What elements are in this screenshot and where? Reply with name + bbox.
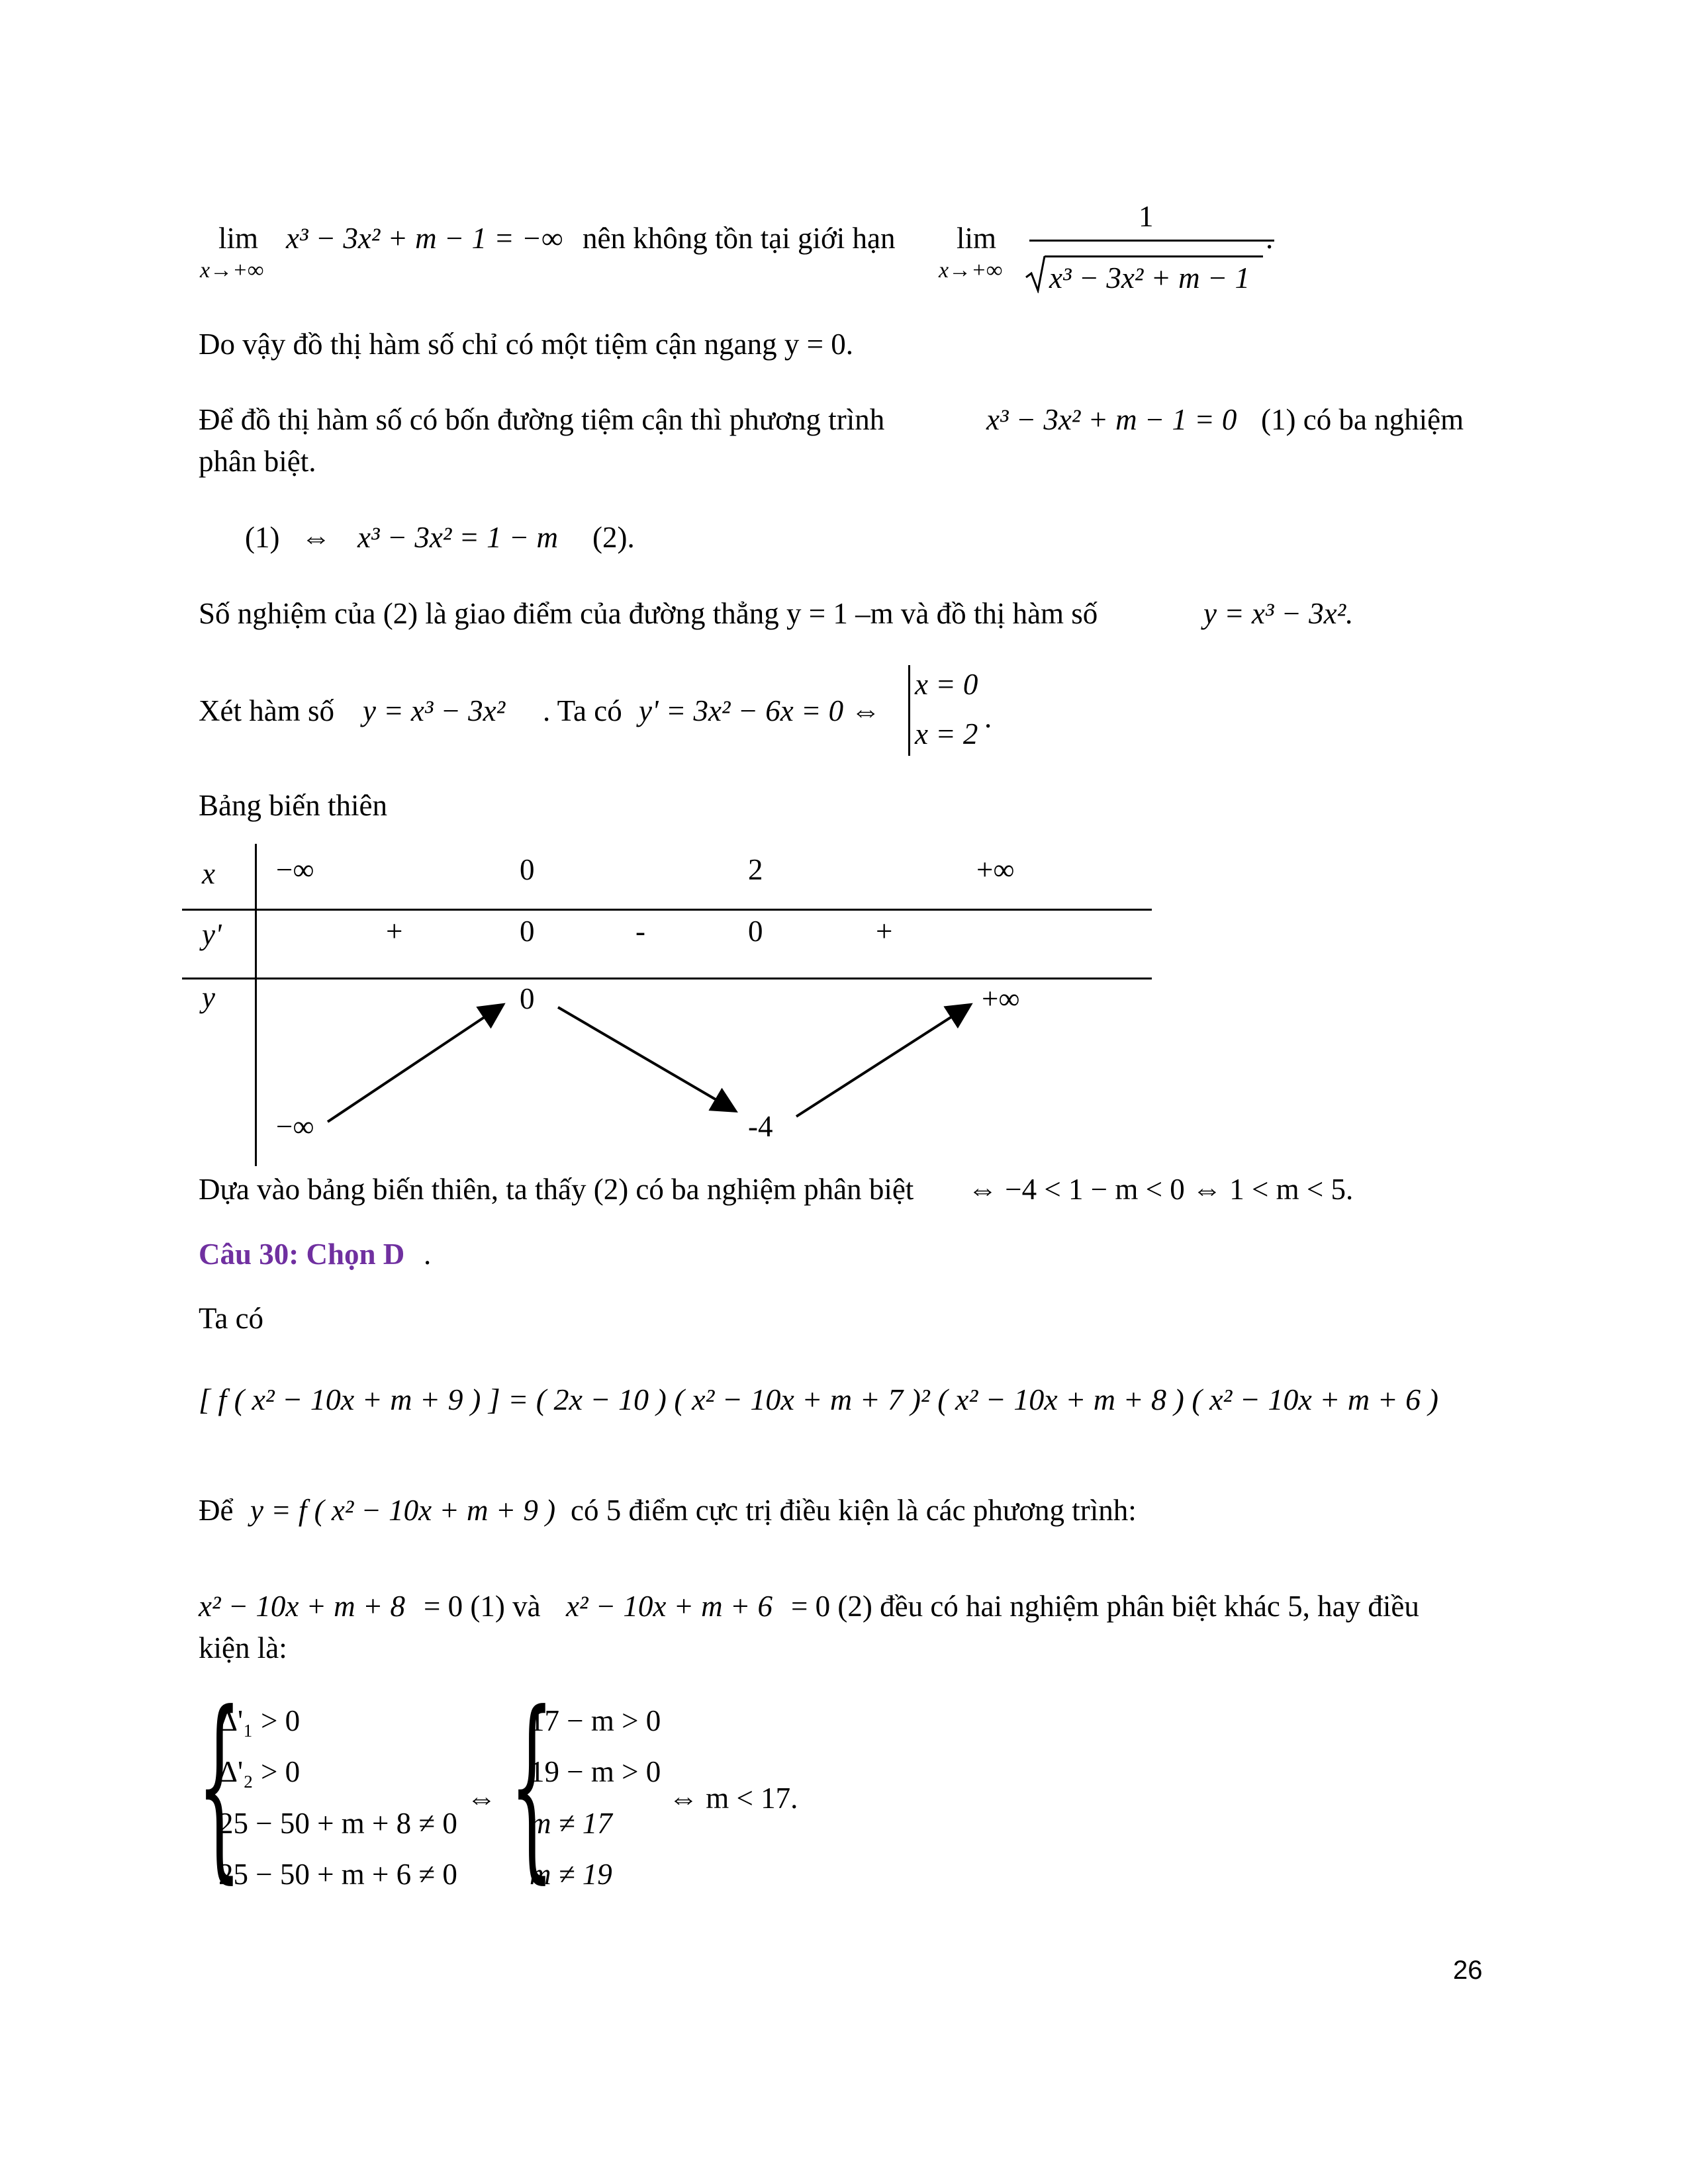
system-2-line-2: 19 − m > 0 (530, 1755, 661, 1788)
table-yp-label: y' (202, 918, 222, 951)
table-yp-zero-1: 0 (520, 915, 535, 948)
table-x-neg-inf: −∞ (276, 853, 314, 886)
table-x-0: 0 (520, 853, 535, 886)
table-x-pos-inf: +∞ (976, 853, 1015, 886)
equation-quadratic-2: x² − 10x + m + 6 (566, 1590, 773, 1623)
eq-ref-1: (1) (245, 521, 280, 554)
question-30-dot: . (424, 1238, 432, 1271)
root-case-end: . (984, 701, 992, 734)
equivalence-symbol: ⇔ (301, 521, 331, 554)
paragraph-four-asymptotes-end: (1) có ba nghiệm (1261, 403, 1464, 436)
paragraph-consider-function: Xét hàm số (199, 694, 334, 727)
lim-word: lim (218, 222, 259, 255)
variation-table-title: Bảng biến thiên (199, 789, 387, 822)
equation-quadratic-1: x² − 10x + m + 8 (199, 1590, 406, 1623)
system-1-line-3: 25 − 50 + m + 8 ≠ 0 (218, 1807, 457, 1840)
table-y-max: 0 (520, 982, 535, 1015)
equation-1: x³ − 3x² + m − 1 = 0 (986, 403, 1237, 436)
system-result: ⇔ m < 17. (669, 1782, 798, 1815)
root-case-1: x = 0 (915, 668, 978, 701)
fraction-denominator: x³ − 3x² + m − 1 (1049, 261, 1250, 295)
system-equivalence: ⇔ (467, 1782, 496, 1815)
system-1-line-1: Δ'₁ > 0 (218, 1704, 301, 1737)
paragraph-condition: kiện là: (199, 1631, 287, 1664)
table-yp-zero-2: 0 (748, 915, 763, 948)
lim-under: x→+∞ (200, 258, 264, 283)
eq-ref-2: (2). (592, 521, 635, 554)
system-2-line-1: 17 − m > 0 (530, 1704, 661, 1737)
paragraph-to-have: Để (199, 1494, 234, 1527)
root-case-2: x = 2 (915, 717, 978, 751)
conclusion-inequality: ⇔ −4 < 1 − m < 0 ⇔ 1 < m < 5. (968, 1173, 1354, 1206)
function-def: y = x³ − 3x² (363, 694, 506, 727)
system-2-line-4: m ≠ 19 (530, 1858, 612, 1891)
left-brace-1: { (197, 1670, 242, 1901)
table-x-label: x (202, 857, 215, 890)
composite-function: y = f ( x² − 10x + m + 9 ) (250, 1494, 556, 1527)
arrow-increasing-1 (328, 1006, 501, 1122)
left-brace-2: { (510, 1670, 554, 1901)
paragraph-four-asymptotes-line2: phân biệt. (199, 445, 316, 478)
derivative-product: [ f ( x² − 10x + m + 9 ) ] = ( 2x − 10 ) ( x² − 10x + m + 7 )² ( x² − 10x + m + 8 ) ( x² − 10x + m + 6 ) (199, 1383, 1438, 1416)
arrow-increasing-2 (796, 1006, 968, 1116)
table-x-2: 2 (748, 853, 763, 886)
table-y-label: y (202, 981, 215, 1014)
page-number: 26 (1453, 1956, 1483, 1985)
table-y-pos-inf: +∞ (982, 982, 1020, 1015)
paragraph-horizontal-asymptote: Do vậy đồ thị hàm số chỉ có một tiệm cận ngang y = 0. (199, 328, 853, 361)
lim-under-2: x→+∞ (939, 258, 1003, 283)
system-1-line-2: Δ'₂ > 0 (218, 1755, 301, 1788)
table-yp-minus: - (635, 915, 645, 948)
system-1-line-4: 25 − 50 + m + 6 ≠ 0 (218, 1858, 457, 1891)
paragraph-conclusion: Dựa vào bảng biến thiên, ta thấy (2) có ba nghiệm phân biệt (199, 1173, 914, 1206)
lim-text: nên không tồn tại giới hạn (583, 222, 896, 255)
paragraph-two-roots: = 0 (2) đều có hai nghiệm phân biệt khác 5, hay điều (791, 1590, 1419, 1623)
question-30-heading: Câu 30: Chọn D (199, 1238, 405, 1271)
arrow-decreasing (558, 1007, 733, 1110)
we-have-text: . Ta có (543, 694, 622, 727)
derivative-equation: y' = 3x² − 6x = 0 ⇔ (639, 694, 881, 727)
table-y-min: -4 (748, 1110, 773, 1143)
paragraph-intersection: Số nghiệm của (2) là giao điểm của đường thẳng y = 1 –m và đồ thị hàm số (199, 597, 1098, 630)
paragraph-and: = 0 (1) và (424, 1590, 541, 1623)
table-yp-plus-1: + (386, 915, 403, 948)
paragraph-four-asymptotes: Để đồ thị hàm số có bốn đường tiệm cận thì phương trình (199, 403, 885, 436)
system-2-line-3: m ≠ 17 (530, 1807, 612, 1840)
paragraph-we-have: Ta có (199, 1302, 264, 1335)
equation-2: x³ − 3x² = 1 − m (357, 521, 559, 554)
table-yp-plus-2: + (876, 915, 893, 948)
fraction-numerator: 1 (1139, 200, 1154, 233)
table-y-neg-inf: −∞ (276, 1110, 314, 1143)
lim-word-2: lim (957, 222, 997, 255)
paragraph-extrema-condition: có 5 điểm cực trị điều kiện là các phương trình: (571, 1494, 1137, 1527)
function-expression: y = x³ − 3x². (1203, 597, 1354, 630)
lim-end: . (1266, 222, 1274, 255)
lim-expr: x³ − 3x² + m − 1 = −∞ (286, 222, 563, 255)
